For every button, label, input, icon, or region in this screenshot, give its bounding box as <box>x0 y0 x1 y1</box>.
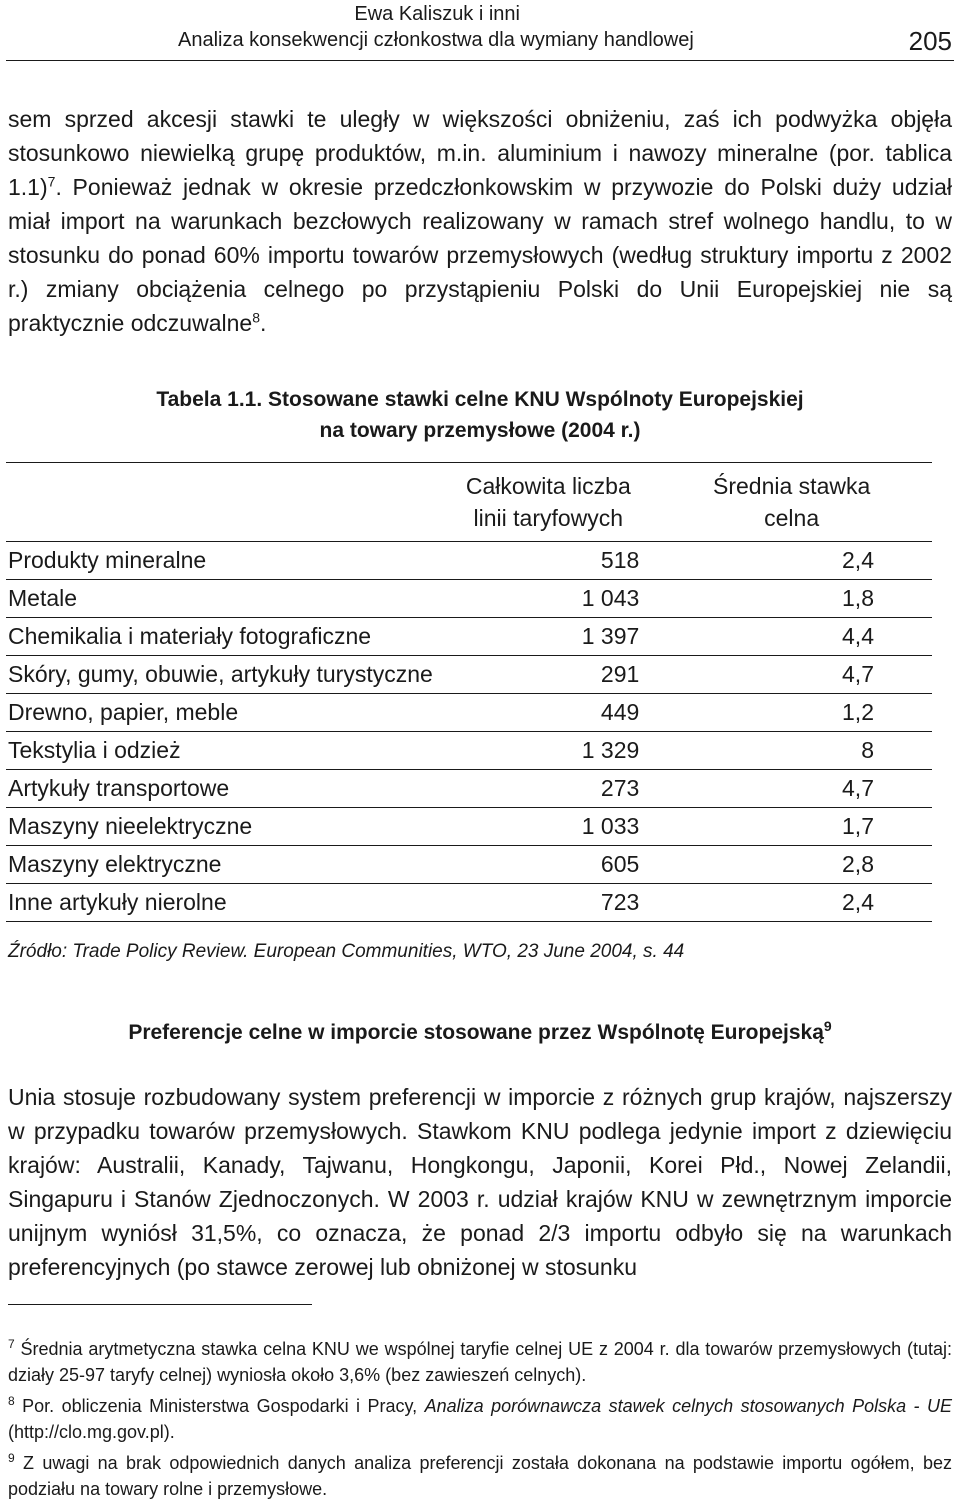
table-row <box>6 618 932 656</box>
cell-product: Skóry, gumy, obuwie, artykuły turystyczne <box>6 656 445 694</box>
cell-average-rate: 1,2 <box>651 694 932 732</box>
header-rule <box>6 60 954 61</box>
cell-tariff-lines: 518 <box>445 542 651 580</box>
footnote-9: $^9$ Z uwagi na brak odpowiednich danych analiza preferencji została dokonana na podstawie importu ogółem, bez podziału na towary rolne i przemysłowe. <box>8 1451 952 1499</box>
cell-average-rate: 2,8 <box>651 846 932 884</box>
table-row <box>6 846 932 884</box>
cell-average-rate: 2,4 <box>651 542 932 580</box>
cell-tariff-lines: 1 329 <box>445 732 651 770</box>
cell-product: Artykuły transportowe <box>6 770 445 808</box>
paragraph-text: sem sprzed akcesji stawki te uległy w większości obniżeniu, zaś ich podwyżka objęła stosunkowo niewielką grupę produktów, m.in. aluminium i nawozy mineralne (por. tablica 1.1) <box>8 106 952 200</box>
cell-tariff-lines: 723 <box>445 884 651 922</box>
header-title: Analiza konsekwencji członkostwa dla wymiany handlowej <box>178 29 694 51</box>
footnote-ref-8: 8 <box>252 309 260 326</box>
cell-tariff-lines: 1 033 <box>445 808 651 846</box>
footnote-ref-9: 9 <box>823 1018 832 1034</box>
header-tariff-lines: Całkowita liczba linii taryfowych <box>445 463 651 542</box>
table-row <box>6 656 932 694</box>
table-caption <box>0 384 960 446</box>
cell-product: Produkty mineralne <box>6 542 445 580</box>
cell-tariff-lines: 1 043 <box>445 580 651 618</box>
table-body <box>6 542 932 922</box>
cell-average-rate: 4,4 <box>651 618 932 656</box>
page-number: 205 <box>908 26 952 56</box>
cell-product: Inne artykuły nierolne <box>6 884 445 922</box>
header-average-rate: Średnia stawka celna <box>651 463 932 542</box>
table-row <box>6 542 932 580</box>
cell-tariff-lines: 605 <box>445 846 651 884</box>
cell-average-rate: 1,8 <box>651 580 932 618</box>
cell-product: Maszyny elektryczne <box>6 846 445 884</box>
header-authors: Ewa Kaliszuk i inni <box>354 3 520 25</box>
cell-product: Tekstylia i odzież <box>6 732 445 770</box>
table-row <box>6 732 932 770</box>
cell-tariff-lines: 449 <box>445 694 651 732</box>
footnote-rule <box>8 1304 312 1305</box>
cell-product: Chemikalia i materiały fotograficzne <box>6 618 445 656</box>
table-source: Źródło: Trade Policy Review. European Communities, WTO, 23 June 2004, s. 44 <box>8 941 685 962</box>
cell-product: Metale <box>6 580 445 618</box>
running-header <box>0 0 960 60</box>
table-row <box>6 808 932 846</box>
cell-tariff-lines: 273 <box>445 770 651 808</box>
footnote-7: $^7$ Średnia arytmetyczna stawka celna KNU we wspólnej taryfie celnej UE z 2004 r. dla towarów przemysłowych (tutaj: działy 25-97 taryfy celnej) wyniosła około 3,6% (bez zawieszeń celnych). <box>8 1337 952 1385</box>
cell-average-rate: 4,7 <box>651 656 932 694</box>
table-header-row <box>6 463 932 542</box>
table-row <box>6 694 932 732</box>
table-row <box>6 770 932 808</box>
table-row <box>6 580 932 618</box>
footnote-8: $^8$ Por. obliczenia Ministerstwa Gospodarki i Pracy, Analiza porównawcza stawek celnych stosowanych Polska - UE (http://clo.mg.gov.pl). <box>8 1394 952 1442</box>
cell-tariff-lines: 291 <box>445 656 651 694</box>
cell-tariff-lines: 1 397 <box>445 618 651 656</box>
cell-average-rate: 2,4 <box>651 884 932 922</box>
section-heading: Preferencje celne w imporcie stosowane przez Wspólnotę Europejską$^9$ <box>128 1018 832 1044</box>
tariff-table <box>6 462 932 922</box>
cell-product: Drewno, papier, meble <box>6 694 445 732</box>
cell-average-rate: 8 <box>651 732 932 770</box>
table-caption-line-1: Tabela 1.1. Stosowane stawki celne KNU Wspólnoty Europejskiej <box>156 388 804 411</box>
footnote-ref-7: 7 <box>47 173 56 190</box>
cell-average-rate: 1,7 <box>651 808 932 846</box>
paragraph-text: . Ponieważ jednak w okresie przedczłonkowskim w przywozie do Polski duży udział miał import na warunkach bezcłowych realizowany w ramach stref wolnego handlu, to w stosunku do ponad 60% importu towarów przemysłowych (według struktury importu z 2002 r.) zmiany obciążenia celnego po przystąpieniu Polski do Unii Europejskiej nie są praktycznie odczuwalne <box>8 174 952 336</box>
header-product <box>6 463 445 542</box>
table-row <box>6 884 932 922</box>
body-paragraph-1 <box>8 102 952 340</box>
table-caption-line-2: na towary przemysłowe (2004 r.) <box>319 419 641 442</box>
body-paragraph-2: Unia stosuje rozbudowany system preferencji w imporcie z różnych grup krajów, najszerszy w przypadku towarów przemysłowych. Stawkom KNU podlega jedynie import z dziewięciu krajów: Australii, Kanady, Tajwanu, Hongkongu, Japonii, Korei Płd., Nowej Zelandii, Singapuru i Stanów Zjednoczonych. W 2003 r. udział krajów KNU w zewnętrznym imporcie unijnym wyniósł 31,5%, co oznacza, że ponad 2/3 importu odbyło się na warunkach preferencyjnych (po stawce zerowej lub obniżonej w stosunku <box>8 1084 952 1280</box>
cell-product: Maszyny nieelektryczne <box>6 808 445 846</box>
cell-average-rate: 4,7 <box>651 770 932 808</box>
paragraph-text: . <box>259 310 267 336</box>
